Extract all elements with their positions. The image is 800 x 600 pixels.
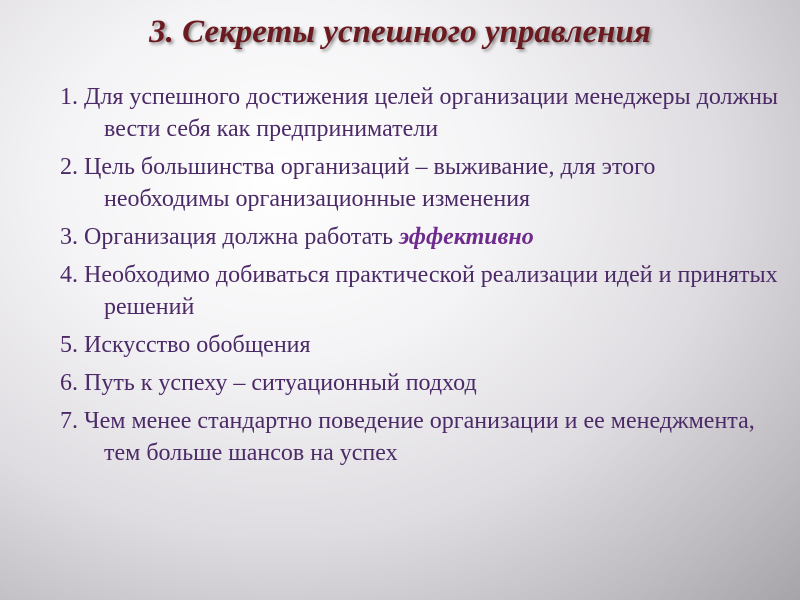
point-number: 1. bbox=[60, 84, 78, 110]
point-text: Необходимо добиваться практической реализации идей и принятых решений bbox=[84, 262, 778, 320]
point-number: 2. bbox=[60, 154, 78, 180]
point-item-2 bbox=[60, 151, 780, 215]
point-number: 3. bbox=[60, 224, 78, 250]
slide-title: 3. Секреты успешного управления bbox=[149, 14, 651, 50]
point-item-1 bbox=[60, 81, 780, 145]
point-item-6 bbox=[60, 367, 780, 399]
point-text: Организация должна работать bbox=[84, 224, 394, 250]
point-text: Для успешного достижения целей организации менеджеры должны вести себя как предприниматели bbox=[84, 84, 779, 142]
point-item-4 bbox=[60, 259, 780, 323]
point-text: Цель большинства организаций – выживание, для этого необходимы организационные изменения bbox=[84, 154, 656, 212]
point-number: 7. bbox=[60, 408, 78, 434]
point-text: Чем менее стандартно поведение организации и ее менеджмента, тем больше шансов на успех bbox=[84, 408, 755, 466]
point-item-7 bbox=[60, 405, 780, 469]
point-text: Искусство обобщения bbox=[84, 332, 311, 358]
point-number: 5. bbox=[60, 332, 78, 358]
point-item-3 bbox=[60, 221, 780, 253]
point-number: 4. bbox=[60, 262, 78, 288]
points-list bbox=[60, 81, 780, 475]
point-number: 6. bbox=[60, 370, 78, 396]
point-text: Путь к успеху – ситуационный подход bbox=[84, 370, 477, 396]
point-item-5 bbox=[60, 329, 780, 361]
point-emphasis: эффективно bbox=[399, 224, 534, 250]
